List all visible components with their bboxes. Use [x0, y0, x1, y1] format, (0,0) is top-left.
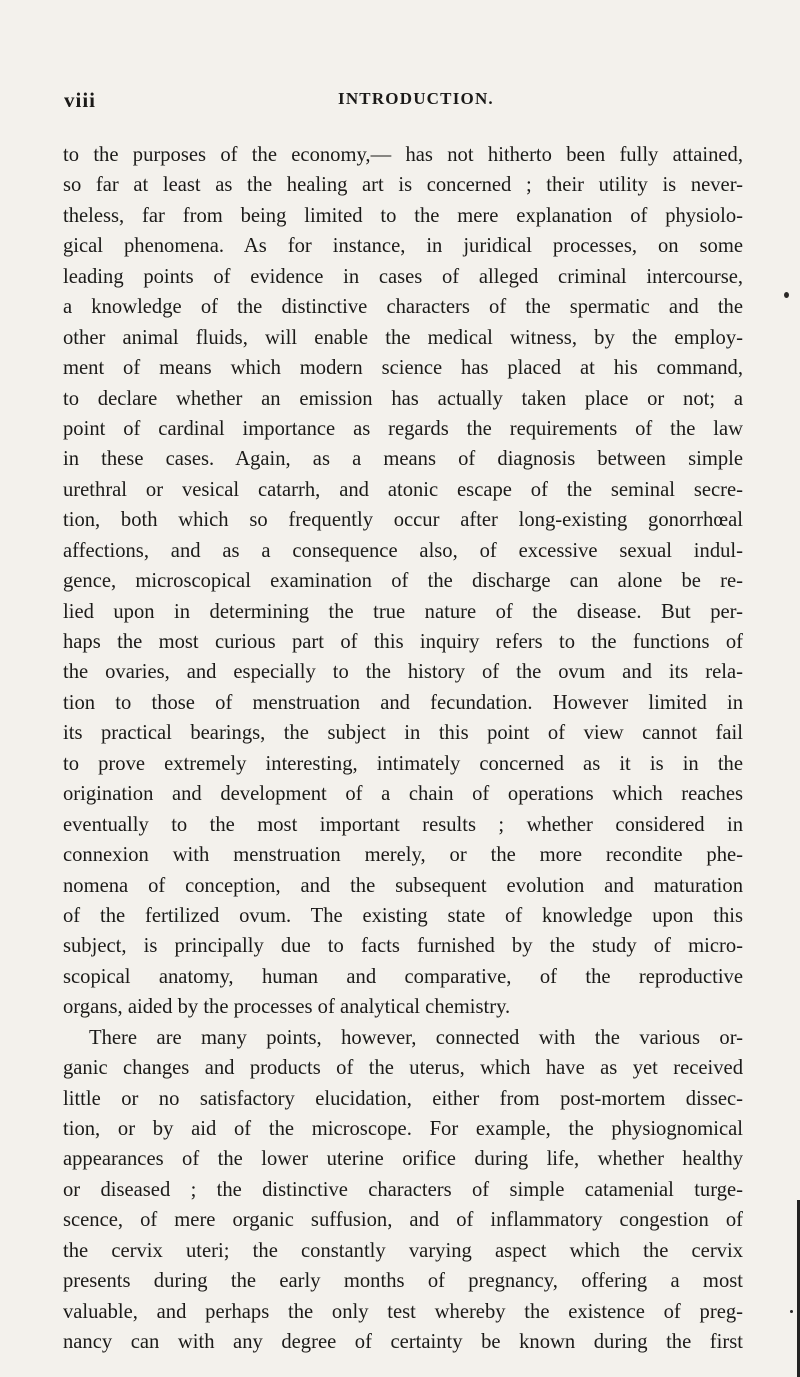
page-header [64, 88, 744, 110]
text-line: to prove extremely interesting, intimately concerned as it is in the [63, 752, 743, 775]
text-line: affections, and as a consequence also, of excessive sexual indul- [63, 539, 743, 562]
text-line: valuable, and perhaps the only test whereby the existence of preg- [63, 1300, 743, 1323]
text-line: a knowledge of the distinctive characters of the spermatic and the [63, 296, 743, 319]
text-line: eventually to the most important results ; whether considered in [63, 813, 743, 836]
text-line: of the fertilized ovum. The existing state of knowledge upon this [63, 904, 743, 927]
text-line: scence, of mere organic suffusion, and of inflammatory congestion of [63, 1209, 743, 1232]
text-line: haps the most curious part of this inquiry refers to the functions of [63, 631, 743, 653]
text-line: to declare whether an emission has actually taken place or not; a [63, 387, 743, 410]
text-line: little or no satisfactory elucidation, either from post-mortem dissec- [63, 1087, 743, 1110]
text-line: so far at least as the healing art is concerned ; their utility is never- [63, 174, 743, 197]
text-line: gical phenomena. As for instance, in juridical processes, on some [63, 235, 743, 258]
text-line: connexion with menstruation merely, or the more recondite phe- [63, 844, 743, 867]
text-line: subject, is principally due to facts furnished by the study of micro- [63, 935, 743, 958]
text-line: appearances of the lower uterine orifice during life, whether healthy [63, 1148, 743, 1171]
margin-speck [784, 292, 789, 298]
text-line: theless, far from being limited to the mere explanation of physiolo- [63, 204, 743, 227]
text-line: scopical anatomy, human and comparative, of the reproductive [63, 965, 743, 988]
text-line: in these cases. Again, as a means of diagnosis between simple [63, 448, 743, 471]
margin-speck [790, 1310, 793, 1313]
text-line: nancy can with any degree of certainty be known during the first [63, 1331, 743, 1354]
text-line: presents during the early months of pregnancy, offering a most [63, 1270, 743, 1293]
running-head: INTRODUCTION. [338, 89, 494, 108]
body-text [63, 140, 743, 1358]
text-line: gence, microscopical examination of the discharge can alone be re- [63, 570, 743, 593]
text-line: lied upon in determining the true nature of the disease. But per- [63, 600, 743, 623]
text-line: to the purposes of the economy,— has not hitherto been fully attained, [63, 144, 743, 166]
paragraph-start-line: There are many points, however, connected with the various or- [89, 1026, 743, 1049]
text-line: ment of means which modern science has placed at his command, [63, 357, 743, 380]
text-line: tion, both which so frequently occur after long-existing gonorrhœal [63, 509, 743, 532]
text-line: or diseased ; the distinctive characters of simple catamenial turge- [63, 1178, 743, 1201]
text-line: tion, or by aid of the microscope. For example, the physiognomical [63, 1118, 743, 1140]
text-line: leading points of evidence in cases of alleged criminal intercourse, [63, 265, 743, 288]
text-line: its practical bearings, the subject in this point of view cannot fail [63, 722, 743, 745]
text-line: point of cardinal importance as regards the requirements of the law [63, 417, 743, 440]
text-line: origination and development of a chain of operations which reaches [63, 783, 743, 806]
text-line: other animal fluids, will enable the medical witness, by the employ- [63, 326, 743, 349]
text-line: nomena of conception, and the subsequent evolution and maturation [63, 874, 743, 897]
text-line: the cervix uteri; the constantly varying aspect which the cervix [63, 1239, 743, 1262]
page-number: viii [64, 88, 97, 112]
text-line: the ovaries, and especially to the history of the ovum and its rela- [63, 661, 743, 684]
text-line: tion to those of menstruation and fecundation. However limited in [63, 691, 743, 714]
text-line: urethral or vesical catarrh, and atonic escape of the seminal secre- [63, 478, 743, 501]
paragraph-end-line: organs, aided by the processes of analytical chemistry. [63, 996, 511, 1019]
text-line: ganic changes and products of the uterus, which have as yet received [63, 1057, 743, 1080]
